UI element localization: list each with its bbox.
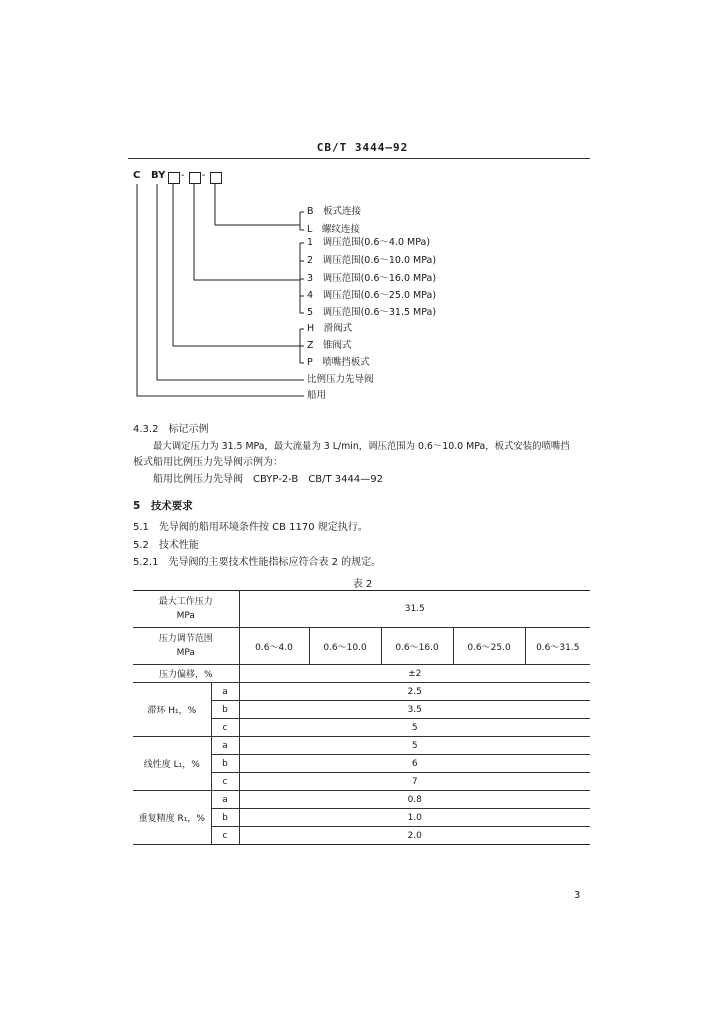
section-5-2: [133, 539, 199, 553]
grade-cell: c: [211, 719, 239, 737]
drift-value: ±2: [239, 665, 590, 683]
option-type-z: [307, 340, 352, 352]
value-cell: 3.5: [239, 701, 590, 719]
section-number: 4.3.2: [133, 424, 159, 435]
option-pressure-5: [307, 307, 436, 319]
option-label: 板式连接: [323, 206, 362, 217]
code-separator-2: -: [202, 170, 206, 181]
option-pressure-1: [307, 237, 430, 249]
option-code: 3: [307, 273, 314, 284]
option-code: Z: [307, 340, 314, 351]
option-code: P: [307, 357, 313, 368]
marking-example-line-2: 板式船用比例压力先导阀示例为：: [133, 457, 283, 468]
grade-cell: b: [211, 701, 239, 719]
option-code: 5: [307, 307, 314, 318]
table-caption: 表 2: [352, 579, 373, 590]
option-type-h: [307, 323, 352, 335]
value-cell: 5: [239, 737, 590, 755]
section-5-2-1: [133, 556, 381, 570]
option-connection-b: [307, 206, 361, 218]
label-unit: MPa: [176, 648, 195, 658]
option-label: 螺纹连接: [321, 224, 360, 235]
section-number: 5.2: [133, 540, 149, 551]
table-row-max-pressure: [133, 591, 590, 628]
code-separator-1: -: [181, 170, 185, 181]
max-pressure-value: 31.5: [239, 591, 590, 628]
range-value: 0.6～16.0: [381, 628, 453, 665]
value-cell: 1.0: [239, 809, 590, 827]
value-cell: 7: [239, 773, 590, 791]
option-pressure-2: [307, 255, 436, 267]
value-cell: 2.0: [239, 827, 590, 845]
option-pressure-4: [307, 290, 436, 302]
marking-example-line-1: 最大调定压力为 31.5 MPa，最大流量为 3 L/min，调压范围为 0.6～10.0 MPa，板式安装的喷嘴挡: [153, 441, 570, 452]
option-code: L: [307, 224, 313, 235]
value-cell: 2.5: [239, 683, 590, 701]
section-5-1: [133, 521, 368, 535]
option-label: 调压范围(0.6～16.0 MPa): [322, 273, 437, 284]
drift-label: 压力偏移，%: [133, 665, 239, 683]
option-connection-l: [307, 224, 360, 236]
section-number: 5: [133, 500, 141, 512]
option-code: 1: [307, 237, 314, 248]
grade-cell: a: [211, 683, 239, 701]
value-cell: 0.8: [239, 791, 590, 809]
section-text: 先导阀的船用环境条件按 CB 1170 规定执行。: [158, 522, 368, 533]
option-code: 4: [307, 290, 314, 301]
option-label: 调压范围(0.6～31.5 MPa): [322, 307, 437, 318]
label-unit: MPa: [176, 611, 195, 621]
section-number: 5.1: [133, 522, 149, 533]
performance-table: [133, 590, 590, 845]
table-row-range: [133, 628, 590, 665]
option-pressure-3: [307, 273, 436, 285]
c-meaning-label: 船用: [307, 390, 327, 401]
code-letters-by: BY: [151, 170, 166, 181]
label-line: 最大工作压力: [158, 597, 213, 607]
label-line: 压力调节范围: [158, 634, 213, 644]
grade-cell: a: [211, 737, 239, 755]
page-number: 3: [574, 890, 581, 901]
marking-example-code: 船用比例压力先导阀 CBYP-2-B CB/T 3444—92: [153, 474, 383, 485]
option-label: 锥阀式: [323, 340, 352, 351]
linearity-label: 线性度 L₁，%: [133, 737, 211, 791]
range-value: 0.6～25.0: [453, 628, 525, 665]
code-letter-c: C: [133, 170, 141, 181]
grade-cell: c: [211, 773, 239, 791]
option-code: H: [307, 323, 315, 334]
max-pressure-label: [133, 591, 239, 628]
range-value: 0.6～4.0: [239, 628, 309, 665]
option-type-p: [307, 357, 370, 369]
option-label: 调压范围(0.6～4.0 MPa): [322, 237, 431, 248]
repeatability-label: 重复精度 R₁，%: [133, 791, 211, 845]
standard-code-header: CB/T 3444—92: [316, 141, 409, 154]
by-meaning-label: 比例压力先导阀: [307, 374, 374, 385]
value-cell: 6: [239, 755, 590, 773]
section-title: 技术要求: [150, 500, 193, 512]
section-4-3-2-heading: [133, 423, 208, 437]
section-text: 先导阀的主要技术性能指标应符合表 2 的规定。: [168, 557, 382, 568]
section-5-heading: [133, 498, 193, 513]
grade-cell: b: [211, 755, 239, 773]
grade-cell: a: [211, 791, 239, 809]
hysteresis-label: 滞环 H₁，%: [133, 683, 211, 737]
section-title: 标记示例: [168, 424, 209, 435]
option-code: B: [307, 206, 314, 217]
option-label: 滑阀式: [323, 323, 353, 334]
option-label: 调压范围(0.6～25.0 MPa): [322, 290, 437, 301]
grade-cell: b: [211, 809, 239, 827]
section-number: 5.2.1: [133, 557, 159, 568]
section-text: 技术性能: [158, 540, 199, 551]
table-row: [133, 737, 590, 755]
option-label: 调压范围(0.6～10.0 MPa): [322, 255, 437, 266]
range-value: 0.6～10.0: [309, 628, 381, 665]
table-row: [133, 791, 590, 809]
option-label: 喷嘴挡板式: [322, 357, 370, 368]
range-label: [133, 628, 239, 665]
table-row-drift: [133, 665, 590, 683]
range-value: 0.6～31.5: [525, 628, 590, 665]
table-row: [133, 683, 590, 701]
value-cell: 5: [239, 719, 590, 737]
option-code: 2: [307, 255, 314, 266]
grade-cell: c: [211, 827, 239, 845]
